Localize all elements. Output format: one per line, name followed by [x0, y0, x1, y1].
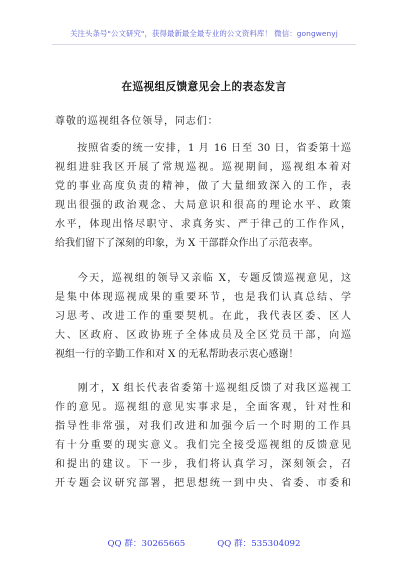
header-divider: [52, 44, 356, 45]
paragraph-line: 和提出的建议。下一步，我们将认真学习，深刻领会，召: [55, 459, 351, 470]
paragraph-line: 视组进驻我区开展了常规巡视。巡视期间，巡视组本着对: [55, 162, 351, 173]
paragraph-line: 今天，巡视组的领导又亲临 X，专题反馈巡视意见，这: [55, 273, 351, 284]
paragraph-1: [55, 139, 351, 253]
paragraph-line: 大、区政府、区政协班子全体成员及全区党员干部，向巡: [55, 330, 351, 341]
paragraph-line: 水平，体现出恪尽职守、求真务实、严于律己的工作作风，: [55, 219, 351, 230]
paragraph-2: [55, 269, 351, 364]
paragraph-3: [55, 379, 351, 493]
paragraph-line: 现出很强的政治观念、大局意识和很高的理论水平、政策: [55, 200, 351, 211]
header-banner: 关注头条号"公文研究"，获得最新最全最专业的公文资料库！ 微信：gongwenyj: [70, 29, 338, 38]
paragraph-line: 刚才，X 组长代表省委第十巡视组反馈了对我区巡视工: [55, 383, 351, 394]
paragraph-line: 指导性非常强，对我们改进和加强今后一个时期的工作具: [55, 421, 351, 432]
paragraph-line: 党的事业高度负责的精神，做了大量细致深入的工作，表: [55, 181, 351, 192]
document-title: 在巡视组反馈意见会上的表态发言: [121, 81, 287, 93]
paragraph-line: 作的意见。巡视组的意见实事求是，全面客观，针对性和: [55, 402, 351, 413]
paragraph-line: 有十分重要的现实意义。我们完全接受巡视组的反馈意见: [55, 440, 351, 451]
paragraph-line: 按照省委的统一安排，1 月 16 日至 30 日，省委第十巡: [55, 143, 351, 154]
paragraph-line: 开专题会议研究部署，把思想统一到中央、省委、市委和: [55, 478, 351, 489]
paragraph-line: 视组一行的辛勤工作和对 X 的无私帮助表示衷心感谢！: [55, 349, 299, 360]
footer-contact: [0, 537, 408, 549]
paragraph-line: 是集中体现巡视成果的重要环节，也是我们认真总结、学: [55, 292, 351, 303]
paragraph-line: 习思考、改进工作的重要契机。在此，我代表区委、区人: [55, 311, 351, 322]
paragraph-line: 给我们留下了深刻的印象，为 X 干部群众作出了示范表率。: [55, 238, 319, 249]
footer-qq-group-left: QQ 群：30265665: [107, 539, 186, 549]
salutation: 尊敬的巡视组各位领导，同志们：: [55, 116, 219, 127]
footer-qq-group-right: QQ 群：535304092: [217, 539, 301, 549]
